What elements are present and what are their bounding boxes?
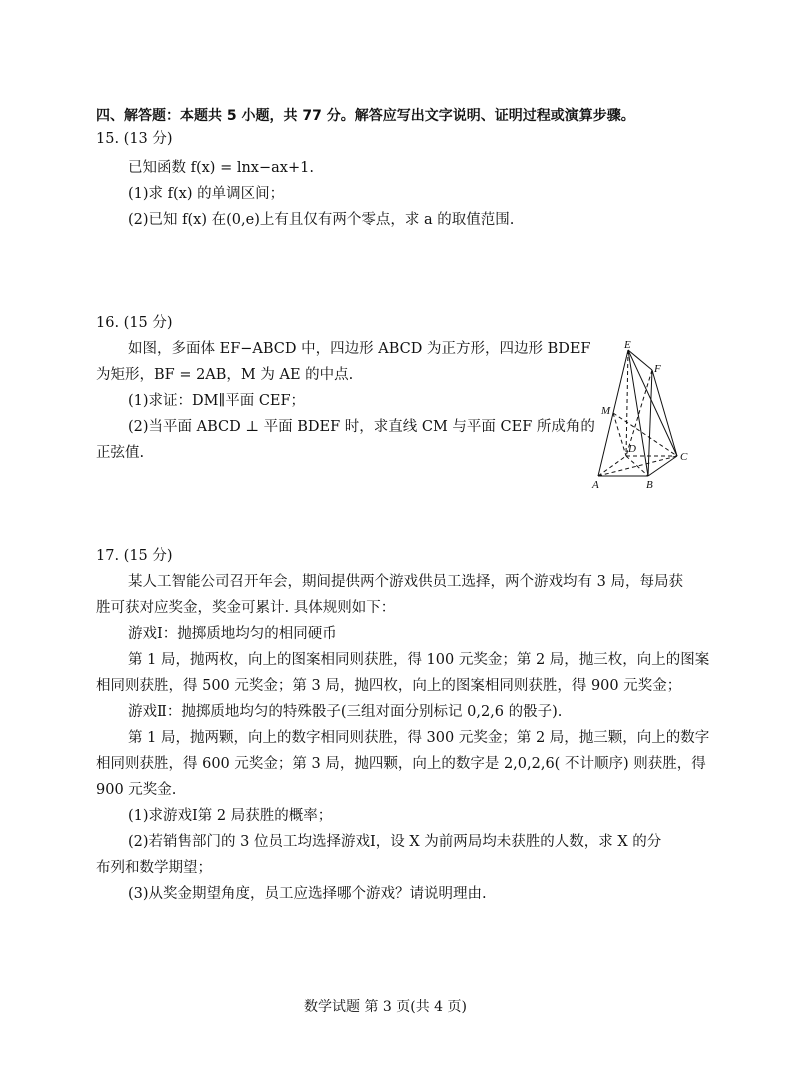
q15-line-3: (2)已知 f(x) 在(0,e)上有且仅有两个零点，求 a 的取值范围.	[128, 212, 515, 228]
q17-line-13: (3)从奖金期望角度，员工应选择哪个游戏？请说明理由.	[128, 886, 487, 902]
q16-line-2: 为矩形，BF = 2AB，M 为 AE 的中点.	[96, 367, 354, 383]
q15-line-2: (1)求 f(x) 的单调区间；	[128, 186, 285, 202]
q17-line-4: 第 1 局，抛两枚，向上的图案相同则获胜，得 100 元奖金；第 2 局，抛三枚，向上的图案	[128, 652, 710, 668]
label-F: F	[654, 363, 661, 375]
q17-line-11: (2)若销售部门的 3 位员工均选择游戏Ⅰ，设 X 为前两局均未获胜的人数，求 X 的分	[128, 834, 662, 850]
q16-line-5: 正弦值.	[96, 445, 145, 461]
section-header: 四、解答题：本题共 5 小题，共 77 分。解答应写出文字说明、证明过程或演算步骤。	[96, 108, 635, 124]
label-C: C	[680, 451, 688, 463]
q17-line-6: 游戏Ⅱ：抛掷质地均匀的特殊骰子(三组对面分别标记 0,2,6 的骰子).	[128, 704, 563, 720]
q16-line-3: (1)求证：DM∥平面 CEF；	[128, 393, 306, 409]
q17-line-7: 第 1 局，抛两颗，向上的数字相同则获胜，得 300 元奖金；第 2 局，抛三颗，向上的数字	[128, 730, 710, 746]
q17-line-8: 相同则获胜，得 600 元奖金；第 3 局，抛四颗，向上的数字是 2,0,2,6( 不计顺序) 则获胜，得	[96, 756, 706, 772]
q16-number: 16. (15 分)	[96, 315, 173, 331]
polyhedron-figure	[584, 334, 696, 494]
q17-line-5: 相同则获胜，得 500 元奖金；第 3 局，抛四枚，向上的图案相同则获胜，得 900 元奖金；	[96, 678, 682, 694]
label-E: E	[624, 339, 631, 351]
page-footer: 数学试题 第 3 页(共 4 页)	[304, 999, 467, 1015]
q17-number: 17. (15 分)	[96, 548, 173, 564]
q16-line-4: (2)当平面 ABCD ⊥ 平面 BDEF 时，求直线 CM 与平面 CEF 所成角的	[128, 419, 595, 435]
q17-line-1: 某人工智能公司召开年会，期间提供两个游戏供员工选择，两个游戏均有 3 局，每局获	[128, 574, 683, 590]
label-B: B	[646, 479, 653, 491]
q17-line-2: 胜可获对应奖金，奖金可累计. 具体规则如下：	[96, 600, 396, 616]
q16-line-1: 如图，多面体 EF−ABCD 中，四边形 ABCD 为正方形，四边形 BDEF	[128, 341, 591, 357]
q15-number: 15. (13 分)	[96, 131, 173, 147]
q17-line-10: (1)求游戏Ⅰ第 2 局获胜的概率；	[128, 808, 333, 824]
q17-line-3: 游戏Ⅰ：抛掷质地均匀的相同硬币	[128, 626, 337, 642]
label-D: D	[628, 443, 636, 455]
q17-line-12: 布列和数学期望；	[96, 860, 212, 876]
label-M: M	[601, 405, 611, 417]
label-A: A	[592, 479, 599, 491]
q15-line-1: 已知函数 f(x) = lnx−ax+1.	[128, 160, 314, 176]
q17-line-9: 900 元奖金.	[96, 782, 177, 798]
